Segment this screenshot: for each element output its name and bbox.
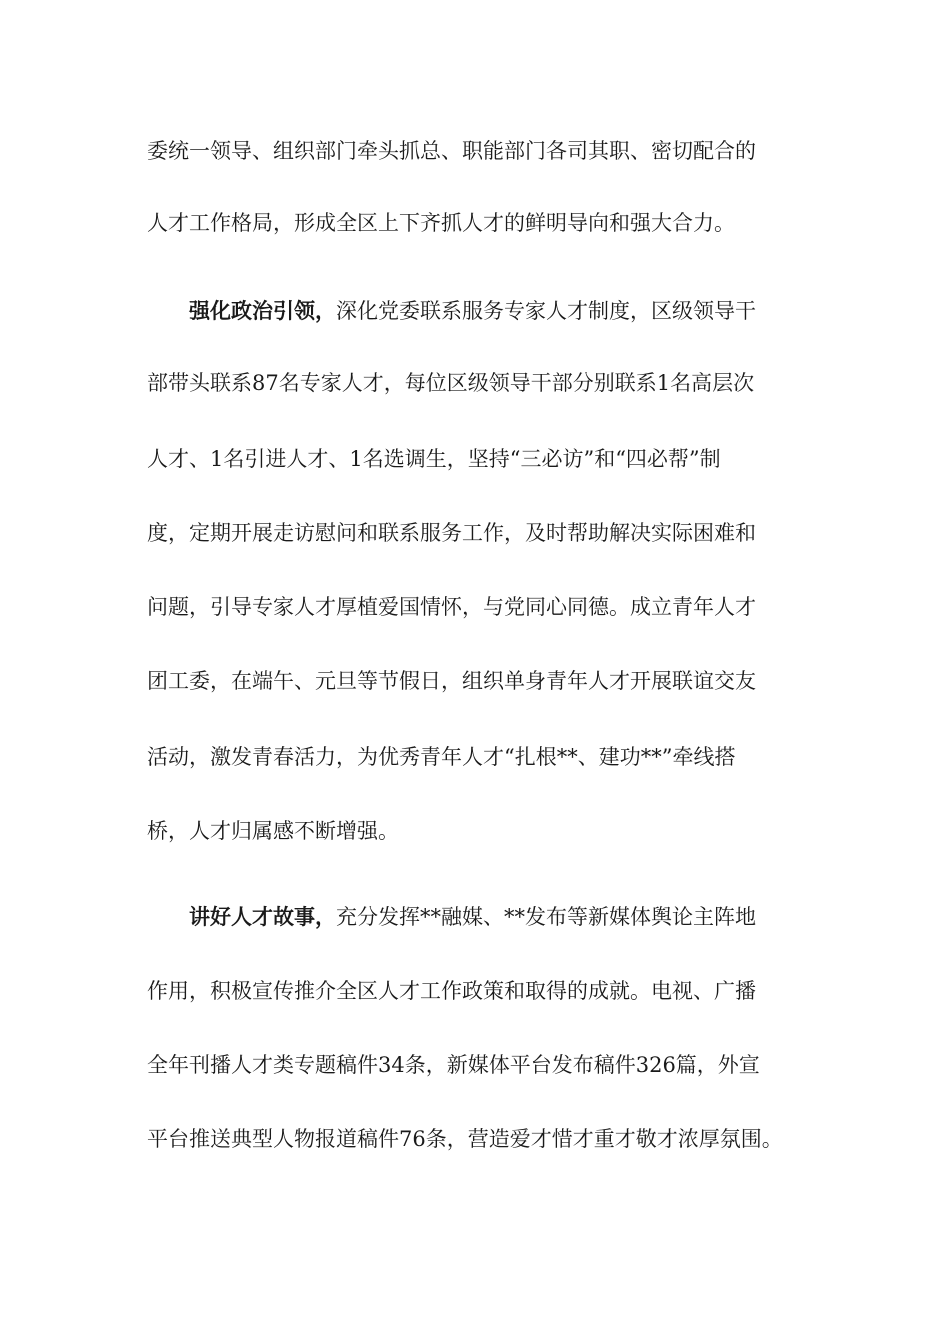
paragraph-2-line-4: 度，定期开展走访慰问和联系服务工作，及时帮助解决实际困难和: [147, 521, 756, 545]
paragraph-2-line-8: 桥，人才归属感不断增强。: [147, 819, 399, 843]
paragraph-3-line-1: [189, 902, 756, 932]
paragraph-3-first-line-text: 充分发挥**融媒、**发布等新媒体舆论主阵地: [336, 905, 756, 929]
paragraph-1-line-1: 委统一领导、组织部门牵头抓总、职能部门各司其职、密切配合的: [147, 139, 756, 163]
paragraph-1-line-2: 人才工作格局，形成全区上下齐抓人才的鲜明导向和强大合力。: [147, 211, 735, 235]
paragraph-2-heading: 强化政治引领，: [189, 298, 336, 323]
paragraph-3-heading: 讲好人才故事，: [189, 904, 336, 929]
paragraph-3-line-2: 作用，积极宣传推介全区人才工作政策和取得的成就。电视、广播: [147, 979, 756, 1003]
paragraph-2-line-1: [189, 296, 756, 326]
paragraph-2-line-2: 部带头联系87名专家人才，每位区级领导干部分别联系1名高层次: [147, 371, 755, 395]
paragraph-2-line-5: 问题，引导专家人才厚植爱国情怀，与党同心同德。成立青年人才: [147, 595, 756, 619]
paragraph-2-line-3: 人才、1名引进人才、1名选调生，坚持“三必访”和“四必帮”制: [147, 447, 721, 471]
paragraph-2-line-7: 活动，激发青春活力，为优秀青年人才“扎根**、建功**”牵线搭: [147, 745, 736, 769]
paragraph-2-line-6: 团工委，在端午、元旦等节假日，组织单身青年人才开展联谊交友: [147, 669, 756, 693]
paragraph-3-line-4: 平台推送典型人物报道稿件76条，营造爱才惜才重才敬才浓厚氛围。: [147, 1127, 783, 1151]
paragraph-3-line-3: 全年刊播人才类专题稿件34条，新媒体平台发布稿件326篇，外宣: [147, 1053, 760, 1077]
paragraph-2-first-line-text: 深化党委联系服务专家人才制度，区级领导干: [336, 299, 756, 323]
